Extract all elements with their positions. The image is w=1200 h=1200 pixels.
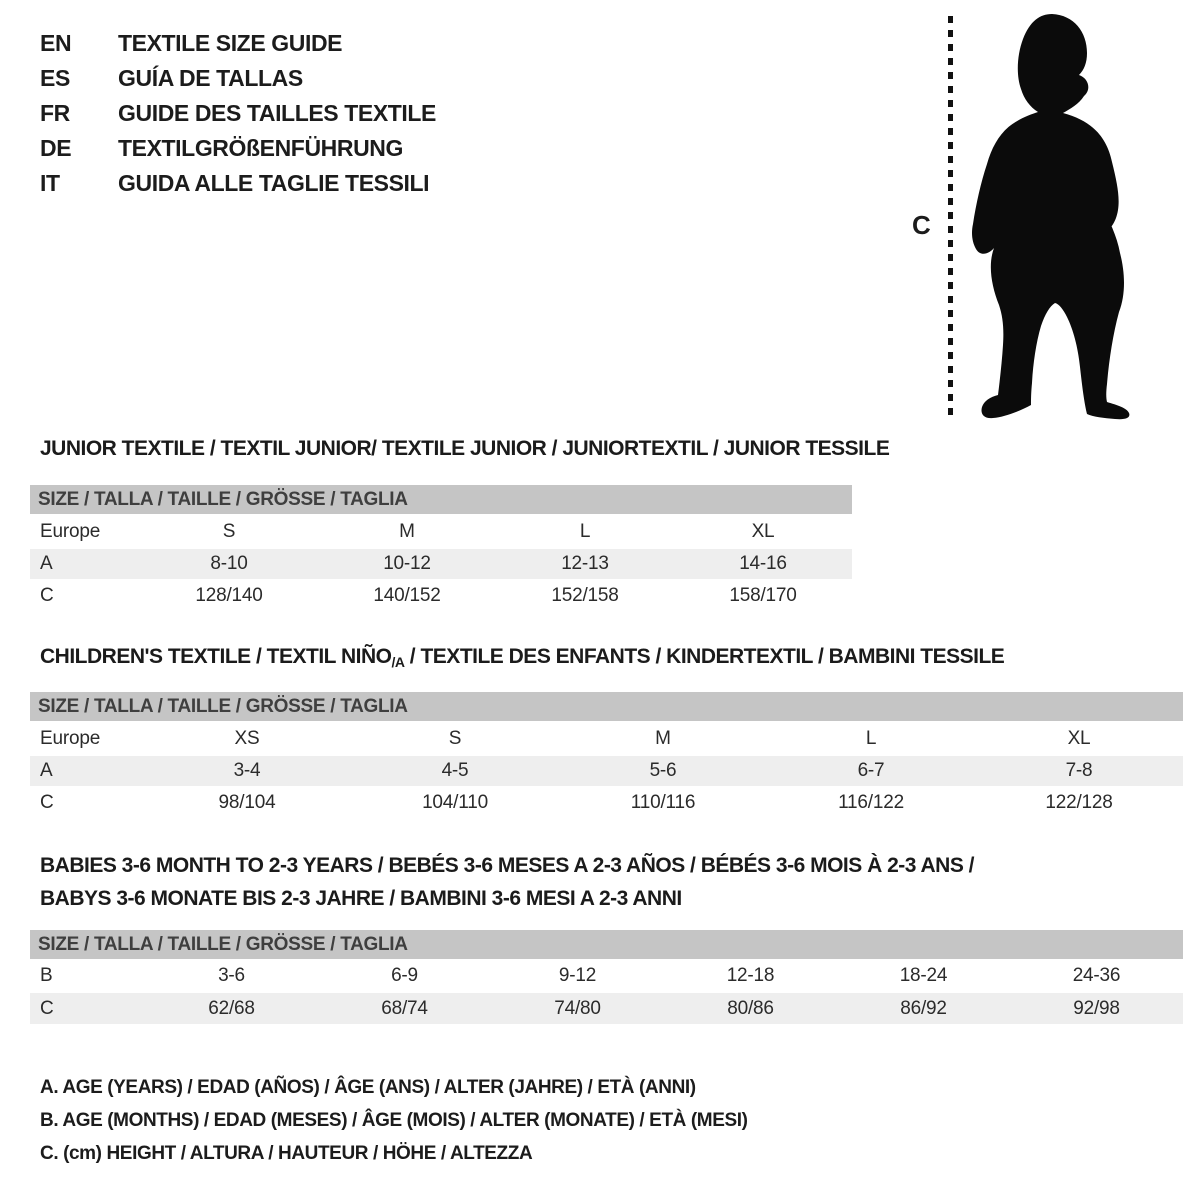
language-code: IT	[40, 170, 60, 196]
age-cell: 12-18	[726, 965, 775, 986]
size-cell: XL	[1067, 727, 1091, 749]
height-cell: 158/170	[729, 584, 797, 606]
height-measure-line	[948, 16, 953, 418]
height-cell: 74/80	[554, 997, 601, 1019]
height-measure-label: C	[912, 210, 931, 240]
children-title-sub: /A	[391, 654, 405, 670]
babies-title-line2: BABYS 3-6 MONATE BIS 2-3 JAHRE / BAMBINI 3-6 MESI A 2-3 ANNI	[40, 887, 682, 910]
age-cell: 8-10	[210, 553, 248, 574]
row-label: C	[40, 791, 54, 813]
height-cell: 116/122	[838, 791, 904, 813]
row-label: C	[40, 584, 54, 606]
table-row	[30, 549, 852, 579]
table-row	[30, 579, 852, 612]
language-code: DE	[40, 135, 72, 161]
age-cell: 18-24	[899, 965, 948, 986]
children-title-pre: CHILDREN'S TEXTILE / TEXTIL NIÑO	[40, 645, 392, 668]
size-cell: L	[865, 727, 877, 749]
height-cell: 152/158	[551, 584, 619, 606]
junior-section-title: JUNIOR TEXTILE / TEXTIL JUNIOR/ TEXTILE JUNIOR / JUNIORTEXTIL / JUNIOR TESSILE	[40, 437, 890, 460]
size-cell: M	[655, 727, 671, 749]
junior-size-table	[30, 514, 852, 612]
table-row	[30, 959, 1183, 993]
height-cell: 86/92	[900, 997, 947, 1019]
language-title: TEXTILE SIZE GUIDE	[118, 30, 343, 56]
table-row	[30, 756, 1183, 786]
size-cell: S	[222, 520, 236, 542]
height-cell: 140/152	[373, 584, 441, 606]
age-cell: 6-9	[391, 965, 418, 986]
language-title-block	[40, 26, 436, 201]
toddler-silhouette-icon	[960, 8, 1152, 422]
measurement-legend	[40, 1071, 748, 1170]
language-row	[40, 96, 436, 131]
age-cell: 6-7	[857, 760, 885, 781]
language-code: FR	[40, 100, 70, 126]
height-cell: 122/128	[1045, 791, 1113, 813]
age-cell: 4-5	[441, 760, 469, 781]
language-row	[40, 61, 436, 96]
row-label: Europe	[40, 727, 101, 749]
height-cell: 68/74	[381, 997, 428, 1019]
children-textile-section	[30, 645, 1183, 819]
children-size-table	[30, 721, 1183, 819]
table-row	[30, 786, 1183, 819]
age-cell: 7-8	[1065, 760, 1093, 781]
legend-line-a: A. AGE (YEARS) / EDAD (AÑOS) / ÂGE (ANS) / ALTER (JAHRE) / ETÀ (ANNI)	[40, 1077, 696, 1098]
age-cell: 14-16	[739, 553, 787, 574]
language-code: ES	[40, 65, 70, 91]
table-row	[30, 721, 1183, 756]
row-label: A	[40, 553, 53, 574]
language-title: GUIDE DES TAILLES TEXTILE	[118, 100, 436, 126]
age-cell: 9-12	[558, 965, 597, 986]
height-cell: 98/104	[218, 791, 276, 813]
height-cell: 80/86	[727, 997, 774, 1019]
size-cell: XS	[234, 727, 260, 749]
age-cell: 3-6	[218, 965, 245, 986]
babies-textile-section	[30, 849, 1183, 1024]
size-cell: L	[579, 520, 591, 542]
language-row	[40, 131, 436, 166]
junior-size-header: SIZE / TALLA / TAILLE / GRÖSSE / TAGLIA	[30, 485, 852, 514]
table-row	[30, 514, 852, 549]
age-cell: 3-4	[233, 760, 261, 781]
age-cell: 12-13	[561, 553, 609, 574]
children-size-header: SIZE / TALLA / TAILLE / GRÖSSE / TAGLIA	[30, 692, 1183, 721]
language-code: EN	[40, 30, 72, 56]
row-label: C	[40, 997, 54, 1019]
size-cell: M	[399, 520, 415, 542]
children-title-post: / TEXTILE DES ENFANTS / KINDERTEXTIL / BAMBINI TESSILE	[404, 645, 1005, 668]
height-cell: 62/68	[208, 997, 255, 1019]
height-cell: 128/140	[195, 584, 263, 606]
junior-textile-section	[30, 437, 890, 612]
babies-title-line1: BABIES 3-6 MONTH TO 2-3 YEARS / BEBÉS 3-6 MESES A 2-3 AÑOS / BÉBÉS 3-6 MOIS À 2-3 ANS /	[40, 854, 975, 877]
height-cell: 104/110	[422, 791, 488, 813]
children-section-title	[40, 645, 1183, 670]
language-row	[40, 26, 436, 61]
language-title: GUIDA ALLE TAGLIE TESSILI	[118, 170, 430, 196]
language-title: TEXTILGRÖßENFÜHRUNG	[118, 135, 403, 161]
table-row	[30, 993, 1183, 1024]
size-cell: S	[448, 727, 462, 749]
language-row	[40, 166, 436, 201]
size-cell: XL	[751, 520, 775, 542]
row-label: B	[40, 965, 53, 986]
height-cell: 92/98	[1073, 997, 1120, 1019]
row-label: A	[40, 760, 53, 781]
age-cell: 24-36	[1072, 965, 1121, 986]
babies-size-table	[30, 959, 1183, 1024]
legend-line-c: C. (cm) HEIGHT / ALTURA / HAUTEUR / HÖHE / ALTEZZA	[40, 1143, 533, 1164]
age-cell: 10-12	[383, 553, 431, 574]
babies-section-title	[40, 849, 1183, 915]
row-label: Europe	[40, 520, 101, 542]
age-cell: 5-6	[649, 760, 677, 781]
legend-line-b: B. AGE (MONTHS) / EDAD (MESES) / ÂGE (MOIS) / ALTER (MONATE) / ETÀ (MESI)	[40, 1110, 748, 1131]
babies-size-header: SIZE / TALLA / TAILLE / GRÖSSE / TAGLIA	[30, 930, 1183, 959]
height-cell: 110/116	[630, 791, 696, 813]
language-title: GUÍA DE TALLAS	[118, 65, 303, 91]
